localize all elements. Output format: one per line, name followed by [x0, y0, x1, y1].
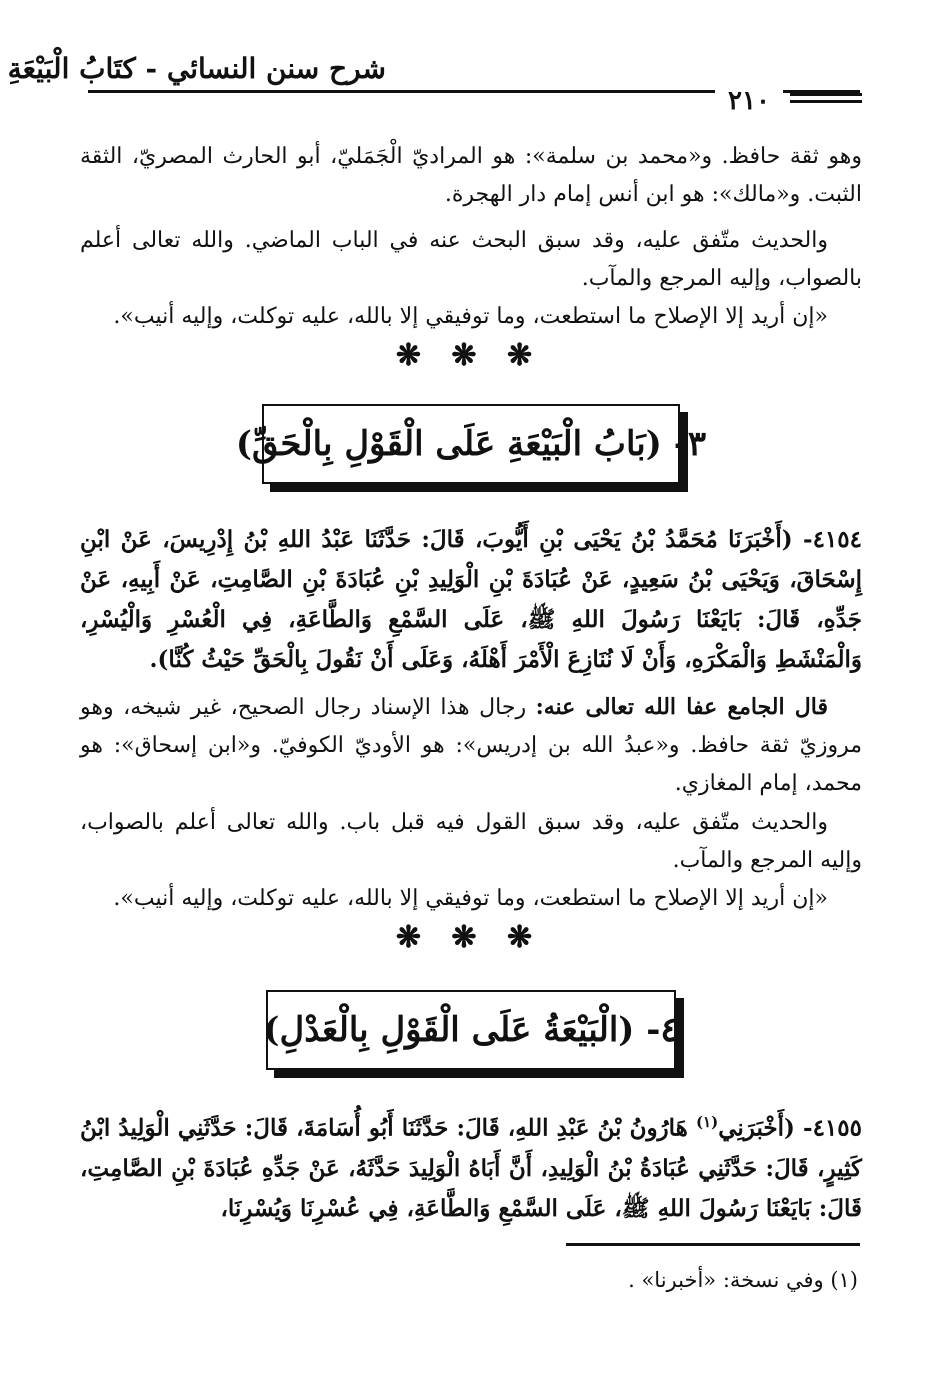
footnote-rule — [566, 1243, 860, 1246]
header-double-rule — [790, 93, 862, 113]
commentary-4154-text: رجال هذا الإسناد رجال الصحيح، غير شيخه، وهو مروزيّ ثقة حافظ. و«عبدُ الله بن إدريس»: هو الأوديّ الكوفيّ. و«ابن إسحاق»: هو محمد، إمام المغازي. — [80, 695, 862, 796]
commentator-lead: قال الجامع عفا الله تعالى عنه: — [535, 694, 828, 720]
running-header-title: شرح سنن النسائي - كتَابُ الْبَيْعَةِ — [7, 52, 386, 85]
hadith-4155-rest: هَارُونُ بْنُ عَبْدِ اللهِ، قَالَ: حَدَّثَنَا أَبُو أُسَامَةَ، قَالَ: حَدَّثَنِي الْوَلِيدُ ابْنُ كَثِيرٍ، قَالَ: حَدَّثَنِي عُبَادَةُ بْنُ الْوَلِيدِ، أَنَّ أَبَاهُ الْوَلِيدَ حَدَّثَهُ، عَنْ جَدِّهِ عُبَادَةَ بْنِ الصَّامِتِ، قَالَ: بَايَعْنَا رَسُولَ اللهِ ﷺ، عَلَى السَّمْعِ وَالطَّاعَةِ، فِي عُسْرِنَا وَيُسْرِنَا، — [80, 1114, 862, 1222]
section-divider-stars-2: ❋ ❋ ❋ — [395, 920, 543, 955]
paragraph-closing-dua: «إن أريد إلا الإصلاح ما استطعت، وما توفيقي إلا بالله، عليه توكلت، وإليه أنيب». — [113, 304, 828, 329]
paragraph-hadith-status: والحديث متّفق عليه، وقد سبق البحث عنه في الباب الماضي. والله تعالى أعلم بالصواب، وإليه المرجع والمآب. — [80, 228, 862, 291]
hadith-4154-text: ٤١٥٤- (أَخْبَرَنَا مُحَمَّدُ بْنُ يَحْيَى بْنِ أَيُّوبَ، قَالَ: حَدَّثَنَا عَبْدُ اللهِ بْنُ إِدْرِيسَ، عَنْ ابْنِ إِسْحَاقَ، وَيَحْيَى بْنُ سَعِيدٍ، عَنْ عُبَادَةَ بْنِ الْوَلِيدِ بْنِ عُبَادَةَ بْنِ الصَّامِتِ، عَنْ أَبِيهِ، عَنْ جَدِّهِ، قَالَ: بَايَعْنَا رَسُولَ اللهِ ﷺ، عَلَى السَّمْعِ وَالطَّاعَةِ، فِي الْعُسْرِ وَالْيُسْرِ، وَالْمَنْشَطِ وَالْمَكْرَهِ، وَأَنْ لَا نُنَازِعَ الْأَمْرَ أَهْلَهُ، وَعَلَى أَنْ نَقُولَ بِالْحَقِّ حَيْثُ كُنَّا). — [80, 526, 862, 673]
hadith-4155-start: ٤١٥٥- (أَخْبَرَنِي — [718, 1114, 862, 1142]
page-number: ٢١٠ — [715, 84, 783, 118]
paragraph-narrators-continued: وهو ثقة حافظ. و«محمد بن سلمة»: هو المراديّ الْجَمَليّ، أبو الحارث المصريّ، الثقة الثبت. و«مالك»: هو ابن أنس إمام دار الهجرة. — [80, 144, 862, 207]
hadith-4155-text — [80, 1102, 862, 1229]
footnote-reference: (١) — [695, 1113, 719, 1131]
commentary-4154 — [80, 688, 862, 803]
chapter-3-heading: ٣- (بَابُ الْبَيْعَةِ عَلَى الْقَوْلِ بِالْحَقِّ) — [262, 404, 680, 484]
section-divider-stars: ❋ ❋ ❋ — [395, 338, 543, 373]
paragraph-closing-dua-2: «إن أريد إلا الإصلاح ما استطعت، وما توفيقي إلا بالله، عليه توكلت، وإليه أنيب». — [113, 886, 828, 911]
chapter-4-heading: ٤- (الْبَيْعَةُ عَلَى الْقَوْلِ بِالْعَدْلِ) — [266, 990, 676, 1070]
paragraph-hadith-status-2: والحديث متّفق عليه، وقد سبق القول فيه قبل باب. والله تعالى أعلم بالصواب، وإليه المرجع والمآب. — [80, 810, 862, 873]
footnote-text: (١) وفي نسخة: «أخبرنا» . — [628, 1268, 858, 1292]
